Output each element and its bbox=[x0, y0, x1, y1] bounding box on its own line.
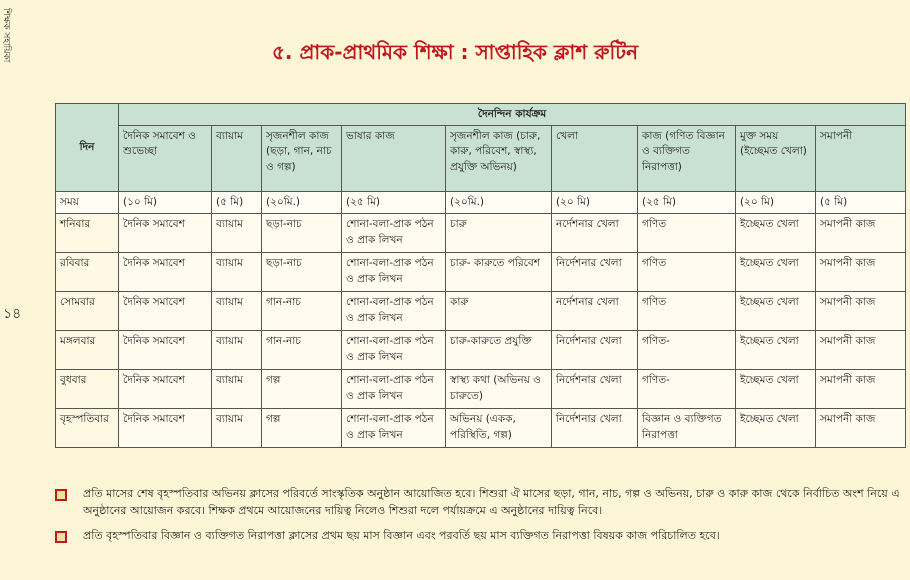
table-cell: ব্যায়াম bbox=[212, 253, 262, 292]
table-cell: নির্দেশনার খেলা bbox=[552, 253, 638, 292]
note-item bbox=[55, 527, 905, 544]
table-cell: ইচ্ছেমত খেলা bbox=[736, 292, 816, 331]
table-row bbox=[56, 214, 906, 253]
square-bullet-icon bbox=[55, 489, 67, 501]
table-cell: দৈনিক সমাবেশ bbox=[119, 370, 212, 409]
table-cell: সমাপনী কাজ bbox=[816, 253, 906, 292]
time-cell: (৫ মি) bbox=[816, 192, 906, 214]
table-cell: শোনা-বলা-প্রাক পঠন ও প্রাক লিখন bbox=[342, 370, 446, 409]
table-cell: বিজ্ঞান ও ব্যক্তিগত নিরাপত্তা bbox=[638, 409, 736, 448]
time-cell: (২০ মি) bbox=[736, 192, 816, 214]
table-cell: ছড়া-নাচ bbox=[262, 253, 342, 292]
time-cell: (৫ মি) bbox=[212, 192, 262, 214]
notes-section bbox=[55, 485, 905, 552]
table-cell: গল্প bbox=[262, 370, 342, 409]
note-text: প্রতি মাসের শেষ বৃহস্পতিবার অভিনয় ক্লাসের পরিবর্তে সাংস্কৃতিক অনুষ্ঠান আয়োজিত হবে। শিশুরা ঐ মাসের ছড়া, গান, নাচ, গল্প ও অভিনয়, চারু ও কারু কাজ থেকে নির্বাচিত অংশ নিয়ে এ অনুষ্ঠানের আয়োজন করবে। শিক্ষক প্রথমে আয়োজনের দায়িত্ব নিলেও শিশুরা দলে পর্যায়ক্রমে এ অনুষ্ঠানের দায়িত্ব নিবে। bbox=[83, 487, 900, 518]
time-cell: (২০মি.) bbox=[262, 192, 342, 214]
column-header: কাজ (গণিত বিজ্ঞান ও ব্যক্তিগত নিরাপত্তা) bbox=[638, 126, 736, 192]
table-row bbox=[56, 292, 906, 331]
column-header: ব্যায়াম bbox=[212, 126, 262, 192]
table-cell: গল্প bbox=[262, 409, 342, 448]
table-cell: চারু- কারুতে পরিবেশ bbox=[446, 253, 552, 292]
table-cell: চারু bbox=[446, 214, 552, 253]
page-number: ১৪ bbox=[3, 306, 22, 322]
table-cell: ব্যায়াম bbox=[212, 409, 262, 448]
routine-table-container bbox=[55, 103, 905, 448]
column-header: ভাষার কাজ bbox=[342, 126, 446, 192]
table-cell: স্বাস্থ্য কথা (অভিনয় ও চারুতে) bbox=[446, 370, 552, 409]
routine-table bbox=[55, 103, 906, 448]
table-cell: সমাপনী কাজ bbox=[816, 214, 906, 253]
table-cell: দৈনিক সমাবেশ bbox=[119, 331, 212, 370]
table-cell: সমাপনী কাজ bbox=[816, 292, 906, 331]
day-cell: শনিবার bbox=[56, 214, 119, 253]
table-cell: শোনা-বলা-প্রাক পঠন ও প্রাক লিখন bbox=[342, 253, 446, 292]
table-cell: শোনা-বলা-প্রাক পঠন ও প্রাক লিখন bbox=[342, 409, 446, 448]
table-cell: গণিত bbox=[638, 292, 736, 331]
table-cell: গান-নাচ bbox=[262, 331, 342, 370]
table-cell: ইচ্ছেমত খেলা bbox=[736, 214, 816, 253]
day-column-header: দিন bbox=[56, 104, 119, 192]
table-row bbox=[56, 253, 906, 292]
day-cell: বৃহস্পতিবার bbox=[56, 409, 119, 448]
table-cell: ইচ্ছেমত খেলা bbox=[736, 253, 816, 292]
table-cell: কারু bbox=[446, 292, 552, 331]
table-cell: সমাপনী কাজ bbox=[816, 331, 906, 370]
column-header: সমাপনী bbox=[816, 126, 906, 192]
square-bullet-icon bbox=[55, 531, 67, 543]
day-cell: রবিবার bbox=[56, 253, 119, 292]
time-cell: (২০মি.) bbox=[446, 192, 552, 214]
table-cell: নর্দেশনার খেলা bbox=[552, 292, 638, 331]
table-cell: দৈনিক সমাবেশ bbox=[119, 253, 212, 292]
time-cell: (২৫ মি) bbox=[342, 192, 446, 214]
activities-group-header: দৈনন্দিন কার্যক্রম bbox=[119, 104, 906, 126]
table-cell: দৈনিক সমাবেশ bbox=[119, 292, 212, 331]
table-cell: সমাপনী কাজ bbox=[816, 370, 906, 409]
table-cell: গান-নাচ bbox=[262, 292, 342, 331]
day-cell: সোমবার bbox=[56, 292, 119, 331]
table-cell: গণিত bbox=[638, 253, 736, 292]
time-cell: (২০ মি) bbox=[552, 192, 638, 214]
table-cell: দৈনিক সমাবেশ bbox=[119, 409, 212, 448]
column-header: সৃজনশীল কাজ (ছড়া, গান, নাচ ও গল্প) bbox=[262, 126, 342, 192]
table-row bbox=[56, 370, 906, 409]
column-header: খেলা bbox=[552, 126, 638, 192]
table-cell: নির্দেশনার খেলা bbox=[552, 409, 638, 448]
page-title: ৫. প্রাক-প্রাথমিক শিক্ষা : সাপ্তাহিক ক্লাশ রুটিন bbox=[271, 40, 639, 64]
table-cell: শোনা-বলা-প্রাক পঠন ও প্রাক লিখন bbox=[342, 292, 446, 331]
table-cell: সমাপনী কাজ bbox=[816, 409, 906, 448]
table-row bbox=[56, 409, 906, 448]
time-cell: (১০ মি) bbox=[119, 192, 212, 214]
table-cell: ব্যায়াম bbox=[212, 331, 262, 370]
table-cell: শোনা-বলা-প্রাক পঠন ও প্রাক লিখন bbox=[342, 214, 446, 253]
table-cell: ব্যায়াম bbox=[212, 214, 262, 253]
column-header: মুক্ত সময় (ইচ্ছেমত খেলা) bbox=[736, 126, 816, 192]
table-cell: শোনা-বলা-প্রাক পঠন ও প্রাক লিখন bbox=[342, 331, 446, 370]
time-cell: (২৫ মি) bbox=[638, 192, 736, 214]
margin-book-title: শিক্ষক সহায়িকা bbox=[1, 8, 11, 63]
table-cell: নির্দেশনার খেলা bbox=[552, 331, 638, 370]
table-cell: ইচ্ছেমত খেলা bbox=[736, 331, 816, 370]
table-cell: ইচ্ছেমত খেলা bbox=[736, 409, 816, 448]
time-label: সময় bbox=[56, 192, 119, 214]
note-item bbox=[55, 485, 905, 519]
table-cell: ব্যায়াম bbox=[212, 370, 262, 409]
table-cell: অভিনয় (একক, পরিস্থিতি, গল্প) bbox=[446, 409, 552, 448]
table-cell: নির্দেশনার খেলা bbox=[552, 370, 638, 409]
table-cell: চারু-কারুতে প্রযুক্তি bbox=[446, 331, 552, 370]
note-text: প্রতি বৃহস্পতিবার বিজ্ঞান ও ব্যক্তিগত নিরাপত্তা ক্লাসের প্রথম ছয় মাস বিজ্ঞান এবং পরবর্তি ছয় মাস ব্যক্তিগত নিরাপত্তা বিষয়ক কাজ পরিচালিত হবে। bbox=[83, 529, 720, 543]
column-header: সৃজনশীল কাজ (চারু, কারু, পরিবেশ, স্বাস্থ্য, প্রযুক্তি অভিনয়) bbox=[446, 126, 552, 192]
day-cell: মঙ্গলবার bbox=[56, 331, 119, 370]
table-cell: ইচ্ছেমত খেলা bbox=[736, 370, 816, 409]
time-row bbox=[56, 192, 906, 214]
table-cell: গণিত- bbox=[638, 331, 736, 370]
table-cell: দৈনিক সমাবেশ bbox=[119, 214, 212, 253]
day-cell: বুধবার bbox=[56, 370, 119, 409]
table-cell: গণিত bbox=[638, 214, 736, 253]
column-header: দৈনিক সমাবেশ ও শুভেচ্ছা bbox=[119, 126, 212, 192]
table-cell: ব্যায়াম bbox=[212, 292, 262, 331]
table-cell: ছড়া-নাচ bbox=[262, 214, 342, 253]
table-row bbox=[56, 331, 906, 370]
table-cell: নর্দেশনার খেলা bbox=[552, 214, 638, 253]
table-cell: গণিত- bbox=[638, 370, 736, 409]
